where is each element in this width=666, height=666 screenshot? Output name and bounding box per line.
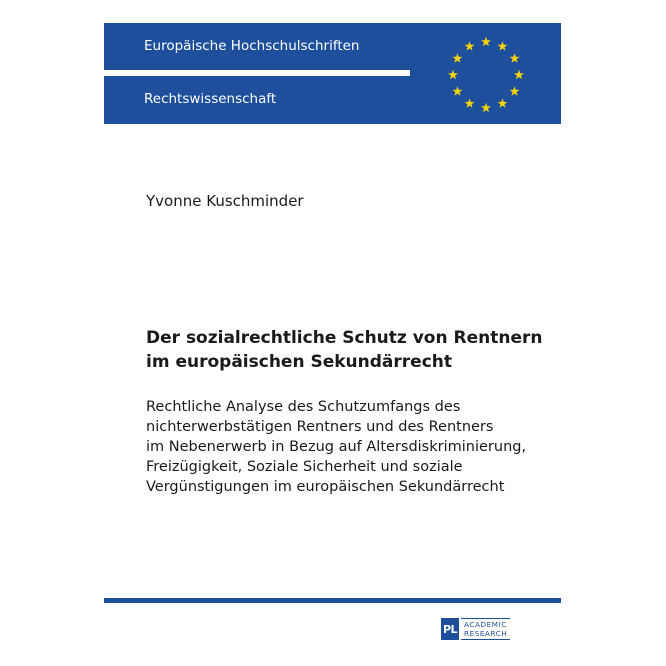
- eu-star-icon: [448, 70, 458, 79]
- eu-star-icon: [452, 53, 462, 62]
- book-subtitle-line: Vergünstigungen im europäischen Sekundärrecht: [146, 479, 505, 495]
- eu-star-icon: [465, 41, 475, 50]
- book-title-line: im europäischen Sekundärrecht: [146, 352, 452, 372]
- eu-star-icon: [498, 98, 508, 107]
- publisher-logo: [441, 617, 510, 641]
- eu-star-icon: [481, 37, 491, 46]
- publisher-logo-text: [461, 618, 510, 640]
- author-name: Yvonne Kuschminder: [146, 192, 304, 210]
- banner-divider: [104, 70, 410, 76]
- book-subtitle-line: im Nebenerwerb in Bezug auf Altersdiskriminierung,: [146, 439, 527, 455]
- eu-star-icon: [514, 70, 524, 79]
- publisher-logo-mark: PL: [441, 618, 459, 640]
- book-title-line: Der sozialrechtliche Schutz von Rentnern: [146, 328, 543, 348]
- eu-star-icon: [510, 86, 520, 95]
- series-subtitle: Rechtswissenschaft: [144, 91, 277, 107]
- publisher-line-1: ACADEMIC: [464, 620, 507, 629]
- eu-stars-icon: [442, 31, 530, 119]
- eu-star-icon: [498, 41, 508, 50]
- book-subtitle-line: nichterwerbstätigen Rentners und des Rentners: [146, 419, 494, 435]
- book-subtitle: [146, 397, 556, 497]
- book-subtitle-line: Freizügigkeit, Soziale Sicherheit und soziale: [146, 459, 463, 475]
- eu-star-icon: [481, 103, 491, 112]
- book-subtitle-line: Rechtliche Analyse des Schutzumfangs des: [146, 399, 461, 415]
- series-title: Europäische Hochschulschriften: [144, 38, 360, 54]
- bottom-divider: [104, 598, 561, 603]
- eu-star-icon: [510, 53, 520, 62]
- eu-star-icon: [465, 98, 475, 107]
- publisher-line-2: RESEARCH: [464, 629, 508, 638]
- series-banner: [104, 23, 561, 124]
- book-title: [146, 326, 546, 374]
- eu-star-icon: [452, 86, 462, 95]
